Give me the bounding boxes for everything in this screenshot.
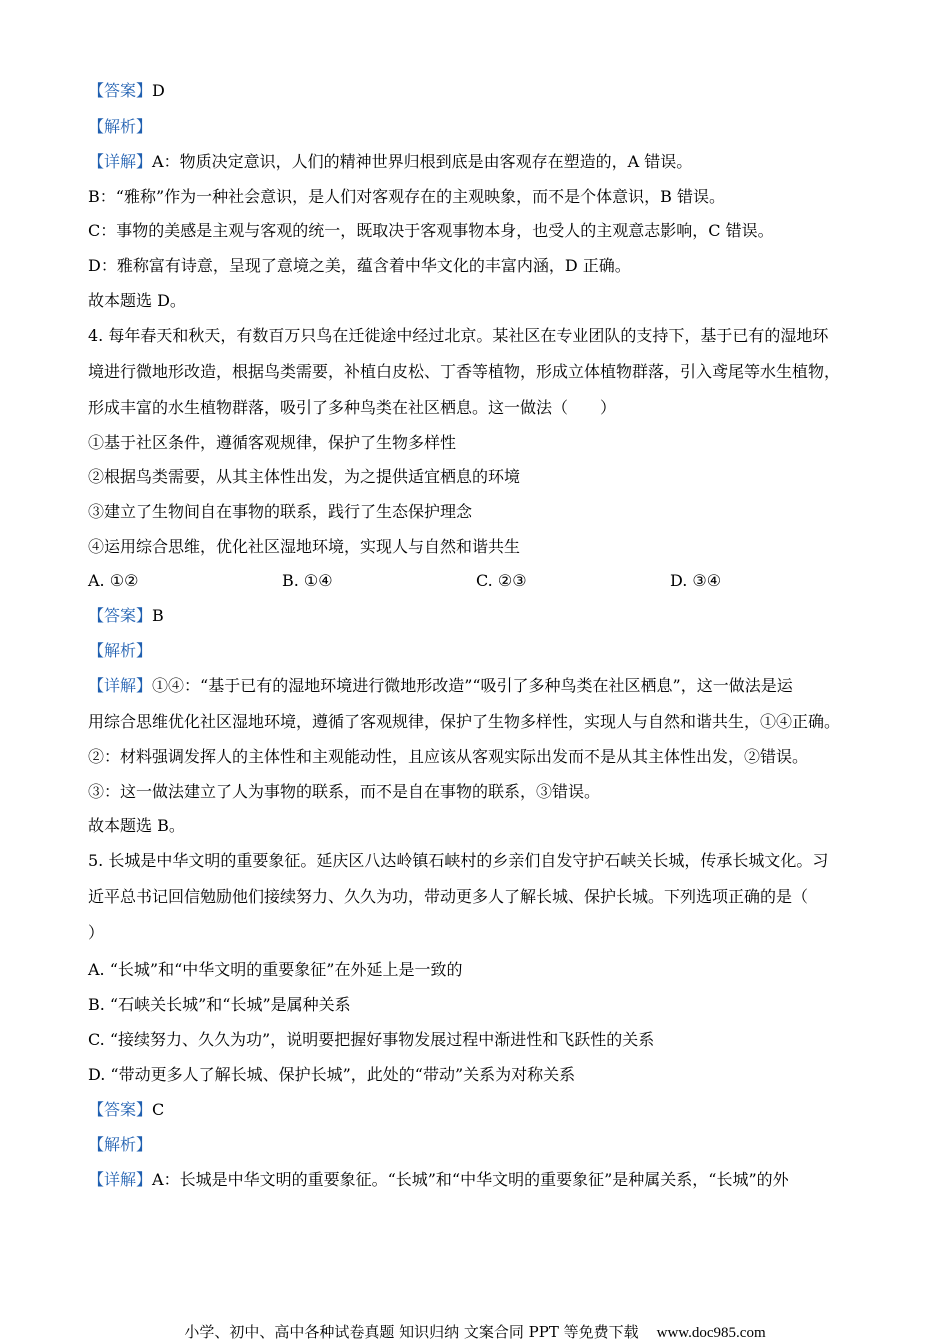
question-stem-line: 形成丰富的水生植物群落，吸引了多种鸟类在社区栖息。这一做法（ ） (88, 398, 617, 417)
statement-item: ③建立了生物间自在事物的联系，践行了生态保护理念 (88, 502, 473, 521)
option-a: A. ①② (88, 571, 139, 590)
option-d: D. ③④ (670, 571, 722, 590)
detail-text: ①④：“基于已有的湿地环境进行微地形改造”“吸引了多种鸟类在社区栖息”，这一做法是运 (152, 676, 793, 695)
option-c: C. “接续努力、久久为功”，说明要把握好事物发展过程中渐进性和飞跃性的关系 (88, 1030, 655, 1049)
analysis-tag: 【解析】 (88, 1135, 153, 1154)
detail-line (88, 675, 793, 697)
question-stem-line: 境进行微地形改造，根据鸟类需要，补植白皮松、丁香等植物，形成立体植物群落，引入鸢尾等水生植物， (88, 362, 841, 381)
question-stem-line: 4. 每年春天和秋天，有数百万只鸟在迁徙途中经过北京。某社区在专业团队的支持下，基于已有的湿地环 (88, 326, 829, 345)
detail-line: ②：材料强调发挥人的主体性和主观能动性，且应该从客观实际出发而不是从其主体性出发，②错误。 (88, 747, 809, 766)
analysis-tag: 【解析】 (88, 641, 153, 660)
detail-line: ③：这一做法建立了人为事物的联系，而不是自在事物的联系，③错误。 (88, 782, 601, 801)
answer-value: D (152, 81, 165, 100)
statement-item: ④运用综合思维，优化社区湿地环境，实现人与自然和谐共生 (88, 537, 521, 556)
analysis-tag: 【解析】 (88, 117, 153, 136)
detail-line (88, 151, 692, 173)
option-b: B. ①④ (282, 571, 333, 590)
page-footer (0, 1322, 950, 1343)
detail-text: A：物质决定意识，人们的精神世界归根到底是由客观存在塑造的，A 错误。 (152, 152, 693, 171)
option-a: A. “长城”和“中华文明的重要象征”在外延上是一致的 (88, 960, 463, 979)
option-b: B. “石峡关长城”和“长城”是属种关系 (88, 995, 351, 1014)
detail-line (88, 1169, 789, 1191)
option-d: D. “带动更多人了解长城、保护长城”，此处的“带动”关系为对称关系 (88, 1065, 576, 1084)
detail-text: A：长城是中华文明的重要象征。“长城”和“中华文明的重要象征”是种属关系，“长城”的外 (152, 1170, 789, 1189)
footer-site-link[interactable]: www.doc985.com (656, 1325, 766, 1341)
statement-item: ②根据鸟类需要，从其主体性出发，为之提供适宜栖息的环境 (88, 467, 521, 486)
answer-tag: 【答案】 (88, 1100, 153, 1119)
answer-line (88, 1099, 164, 1121)
answer-tag: 【答案】 (88, 81, 153, 100)
conclusion-line: 故本题选 B。 (88, 816, 185, 835)
detail-tag: 【详解】 (88, 676, 153, 695)
detail-tag: 【详解】 (88, 152, 153, 171)
detail-line: D：雅称富有诗意，呈现了意境之美，蕴含着中华文化的丰富内涵，D 正确。 (88, 256, 631, 275)
detail-line: 用综合思维优化社区湿地环境，遵循了客观规律，保护了生物多样性，实现人与自然和谐共生，①④正确。 (88, 712, 841, 731)
detail-tag: 【详解】 (88, 1170, 153, 1189)
detail-line: C：事物的美感是主观与客观的统一，既取决于客观事物本身，也受人的主观意志影响，C 错误。 (88, 221, 774, 240)
answer-value: B (152, 606, 164, 625)
option-c: C. ②③ (476, 571, 527, 590)
answer-line (88, 80, 165, 102)
answer-value: C (152, 1100, 165, 1119)
statement-item: ①基于社区条件，遵循客观规律，保护了生物多样性 (88, 433, 457, 452)
answer-line (88, 605, 164, 627)
question-stem-line: ） (88, 923, 105, 942)
conclusion-line: 故本题选 D。 (88, 291, 186, 310)
footer-text: 小学、初中、高中各种试卷真题 知识归纳 文案合同 PPT 等免费下载 (184, 1323, 639, 1341)
question-stem-line: 近平总书记回信勉励他们接续努力、久久为功，带动更多人了解长城、保护长城。下列选项正确的是（ (88, 887, 809, 906)
question-stem-line: 5. 长城是中华文明的重要象征。延庆区八达岭镇石峡村的乡亲们自发守护石峡关长城，传承长城文化。习 (88, 851, 829, 870)
detail-line: B：“雅称”作为一种社会意识，是人们对客观存在的主观映象，而不是个体意识，B 错误。 (88, 187, 725, 206)
answer-tag: 【答案】 (88, 606, 153, 625)
